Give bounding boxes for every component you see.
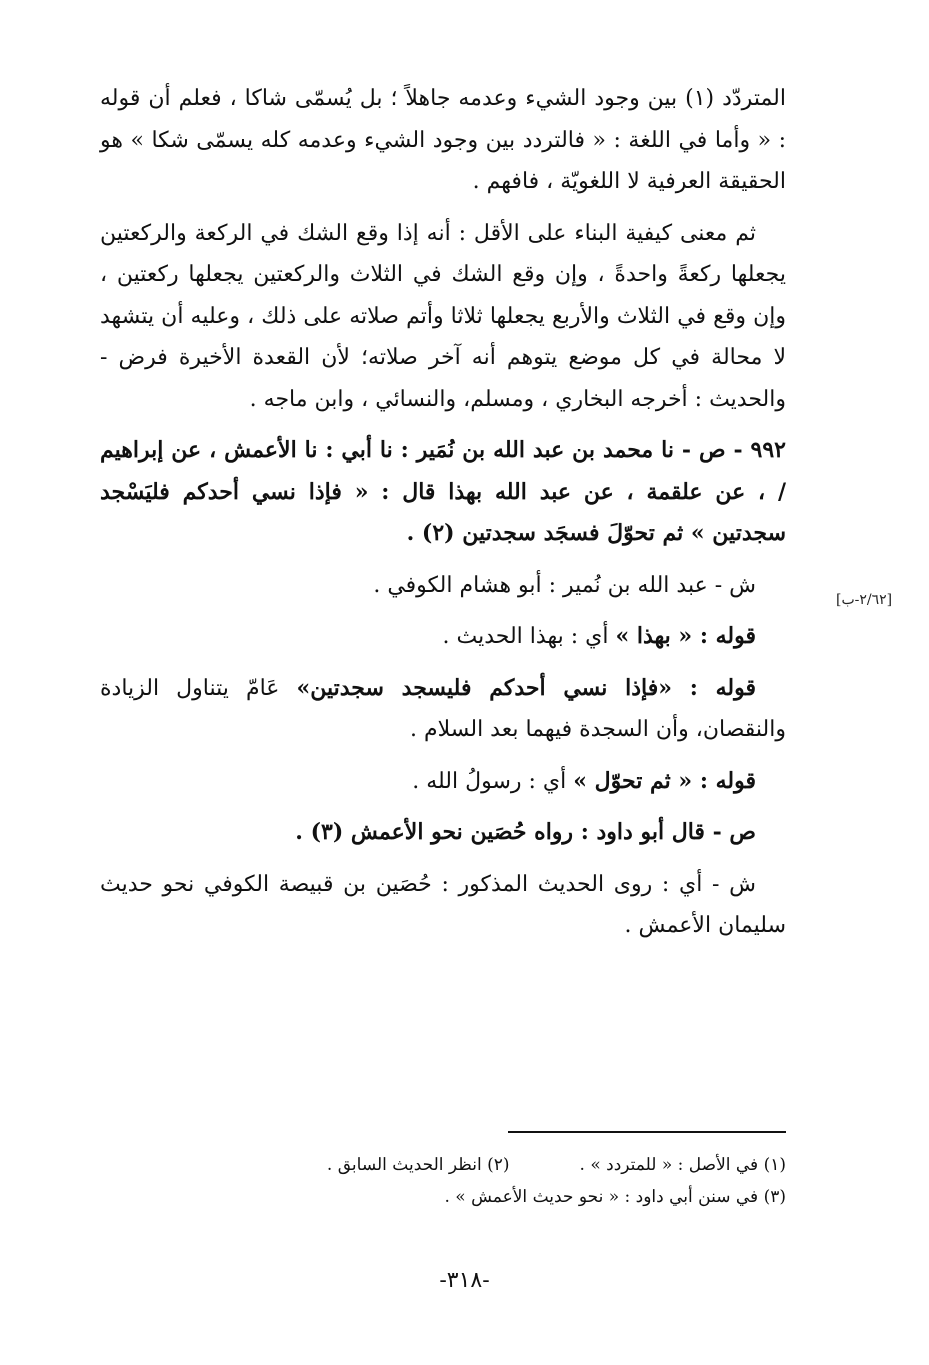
abu-dawud-note: ص - قال أبو داود : رواه حُصَين نحو الأعمش (٣) .: [295, 819, 756, 845]
commentary-line: [100, 668, 786, 751]
quoted-phrase: قوله : « بهذا »: [615, 623, 756, 649]
commentary-line: [100, 761, 786, 803]
footnote-line: [100, 1181, 786, 1213]
quoted-phrase: قوله : « ثم تحوّل »: [573, 767, 756, 794]
manuscript-folio-reference: [٢/٦٢-ب]: [836, 592, 893, 608]
page-number: -٣١٨-: [439, 1268, 490, 1293]
commentary-paragraph: المتردّد (١) بين وجود الشيء وعدمه جاهلاً ؛ بل يُسمّى شاكا ، فعلم أن قوله : « وأما في اللغة : « فالتردد بين وجود الشيء وعدمه كله يسمّى شكا » هو الحقيقة العرفية لا اللغويّة ، فافهم .: [100, 86, 786, 194]
sharh-narrator: ش - عبد الله بن نُمير : أبو هشام الكوفي .: [373, 572, 756, 598]
explanation: أي : رسولُ الله .: [412, 768, 574, 794]
footnote-3: (٣) في سنن أبي داود : « نحو حديث الأعمش » .: [444, 1187, 786, 1207]
commentary-line: [100, 616, 786, 658]
main-text: [100, 78, 786, 957]
sharh-husayn: ش - أي : روى الحديث المذكور : حُصَين بن قبيصة الكوفي نحو حديث سليمان الأعمش .: [100, 871, 786, 938]
quoted-phrase: قوله : «فإذا نسي أحدكم فليسجد سجدتين»: [296, 674, 756, 701]
footnote-2: (٢) انظر الحديث السابق .: [326, 1155, 510, 1175]
footnote-1: (١) في الأصل : « للمتردد » .: [579, 1155, 786, 1175]
footnote-line: [100, 1149, 786, 1181]
footnotes: [100, 1149, 786, 1213]
hadith-text: ٩٩٢ - ص - نا محمد بن عبد الله بن نُمَير : نا أبي : نا الأعمش ، عن إبراهيم / ، عن علقمة ، عن عبد الله بهذا قال : « فإذا نسي أحدكم فليَسْجد سجدتين » ثم تحوّلَ فسجَد سجدتين (٢) .: [100, 437, 786, 546]
commentary-paragraph: ثم معنى كيفية البناء على الأقل : أنه إذا وقع الشك في الركعة والركعتين يجعلها ركعةً واحدةً ، وإن وقع الشك في الثلاث والركعتين يجعلها ركعتين ، وإن وقع في الثلاث والأربع يجعلها ثلاثا وأتم صلاته على ذلك ، وعليه أن يتشهد لا محالة في كل موضع يتوهم أنه آخر صلاته؛ لأن القعدة الأخيرة فرض - والحديث : أخرجه البخاري ، ومسلم، والنسائي ، وابن ماجه .: [100, 220, 786, 412]
explanation: عَامّ يتناول الزيادة والنقصان، وأن السجدة فيهما بعد السلام .: [100, 675, 786, 742]
footnote-divider: [508, 1131, 786, 1133]
explanation: أي : بهذا الحديث .: [442, 624, 616, 649]
